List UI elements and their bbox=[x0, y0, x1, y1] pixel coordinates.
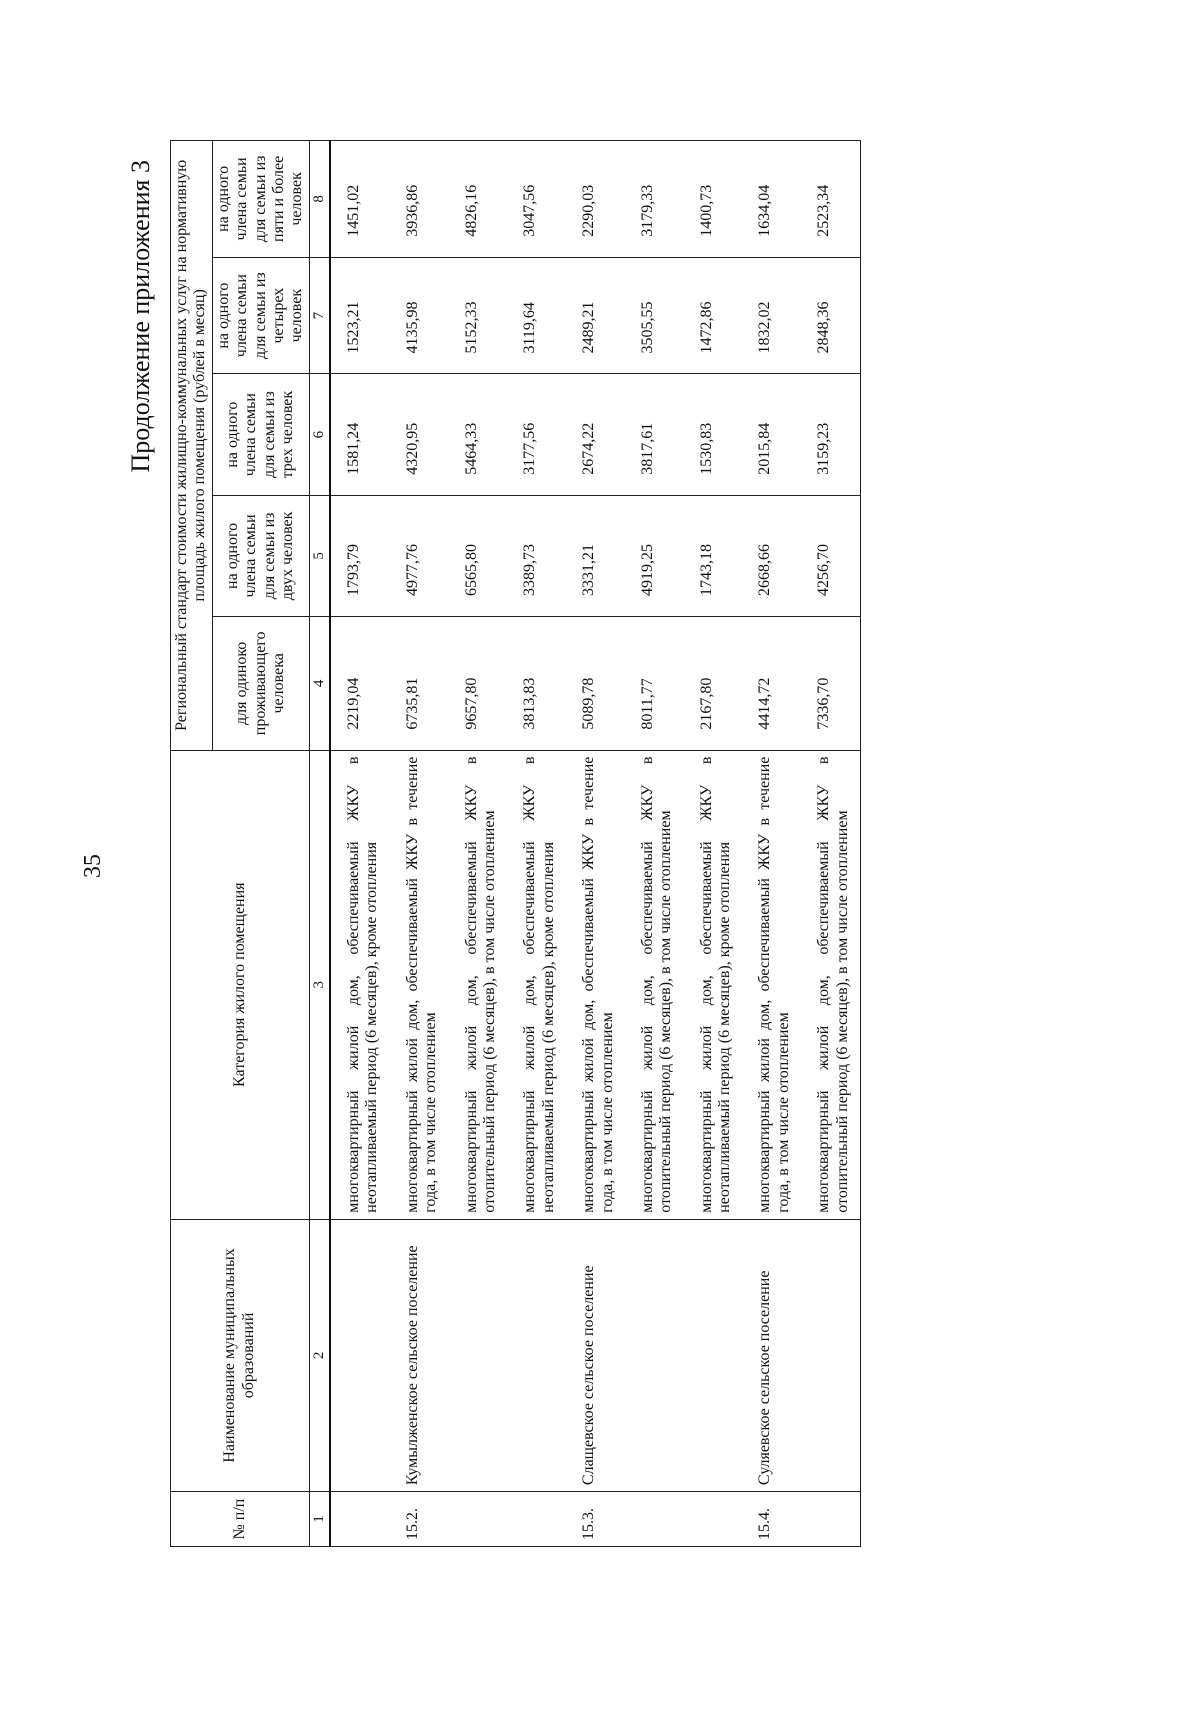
housing-category: многоквартирный жилой дом, обеспечиваемый ЖКУ в течение года, в том числе отоплением bbox=[566, 750, 625, 1219]
value-three-persons: 1581,24 bbox=[330, 374, 390, 495]
value-three-persons: 3159,23 bbox=[801, 374, 860, 495]
value-four-persons: 1832,02 bbox=[742, 257, 801, 374]
column-number: 2 bbox=[309, 1219, 330, 1491]
value-single: 7336,70 bbox=[801, 617, 860, 751]
value-three-persons: 2674,22 bbox=[566, 374, 625, 495]
value-five-plus-persons: 1451,02 bbox=[330, 141, 390, 258]
row-index bbox=[625, 1492, 684, 1547]
municipality-name bbox=[449, 1219, 508, 1491]
table-row bbox=[625, 141, 684, 1547]
housing-category: многоквартирный жилой дом, обеспечиваемый ЖКУ в отопительный период (6 месяцев), в том числе отоплением bbox=[625, 750, 684, 1219]
table-row bbox=[390, 141, 449, 1547]
municipality-name: Слащевское сельское поселение bbox=[566, 1219, 625, 1491]
column-number: 6 bbox=[309, 374, 330, 495]
value-five-plus-persons: 3047,56 bbox=[507, 141, 566, 258]
value-four-persons: 3505,55 bbox=[625, 257, 684, 374]
header-three-persons: на одного члена семьи для семьи из трех человек bbox=[212, 374, 309, 495]
value-five-plus-persons: 2290,03 bbox=[566, 141, 625, 258]
table-row bbox=[801, 141, 860, 1547]
municipality-name: Кумылженское сельское поселение bbox=[390, 1219, 449, 1491]
column-number: 5 bbox=[309, 495, 330, 616]
housing-category: многоквартирный жилой дом, обеспечиваемый ЖКУ в отопительный период (6 месяцев), в том числе отоплением bbox=[801, 750, 860, 1219]
value-two-persons: 2668,66 bbox=[742, 495, 801, 616]
value-two-persons: 3389,73 bbox=[507, 495, 566, 616]
value-three-persons: 1530,83 bbox=[684, 374, 743, 495]
value-single: 2167,80 bbox=[684, 617, 743, 751]
value-two-persons: 4977,76 bbox=[390, 495, 449, 616]
housing-standard-table bbox=[170, 140, 861, 1547]
municipality-name bbox=[507, 1219, 566, 1491]
header-number: № п/п bbox=[171, 1492, 310, 1547]
header-four-persons: на одного члена семьи для семьи из четырех человек bbox=[212, 257, 309, 374]
housing-category: многоквартирный жилой дом, обеспечиваемый ЖКУ в течение года, в том числе отоплением bbox=[390, 750, 449, 1219]
table-body bbox=[330, 141, 861, 1547]
value-five-plus-persons: 1400,73 bbox=[684, 141, 743, 258]
column-number: 8 bbox=[309, 141, 330, 258]
row-index: 15.2. bbox=[390, 1492, 449, 1547]
municipality-name bbox=[625, 1219, 684, 1491]
value-four-persons: 5152,33 bbox=[449, 257, 508, 374]
continuation-heading: Продолжение приложения 3 bbox=[126, 160, 155, 473]
value-single: 9657,80 bbox=[449, 617, 508, 751]
value-two-persons: 4256,70 bbox=[801, 495, 860, 616]
value-single: 4414,72 bbox=[742, 617, 801, 751]
value-single: 3813,83 bbox=[507, 617, 566, 751]
table-row bbox=[449, 141, 508, 1547]
value-four-persons: 4135,98 bbox=[390, 257, 449, 374]
municipality-name bbox=[684, 1219, 743, 1491]
row-index bbox=[330, 1492, 390, 1547]
value-three-persons: 5464,33 bbox=[449, 374, 508, 495]
municipality-name: Суляевское сельское поселение bbox=[742, 1219, 801, 1491]
row-index bbox=[684, 1492, 743, 1547]
table-row bbox=[330, 141, 390, 1547]
value-four-persons: 2489,21 bbox=[566, 257, 625, 374]
value-two-persons: 6565,80 bbox=[449, 495, 508, 616]
value-five-plus-persons: 1634,04 bbox=[742, 141, 801, 258]
value-single: 2219,04 bbox=[330, 617, 390, 751]
page-number: 35 bbox=[80, 854, 106, 878]
column-number: 3 bbox=[309, 750, 330, 1219]
header-single: для одиноко проживающего человека bbox=[212, 617, 309, 751]
value-two-persons: 3331,21 bbox=[566, 495, 625, 616]
table-row bbox=[684, 141, 743, 1547]
table-row bbox=[566, 141, 625, 1547]
header-category: Категория жилого помещения bbox=[171, 750, 310, 1219]
row-index bbox=[801, 1492, 860, 1547]
value-three-persons: 3177,56 bbox=[507, 374, 566, 495]
housing-category: многоквартирный жилой дом, обеспечиваемый ЖКУ в течение года, в том числе отоплением bbox=[742, 750, 801, 1219]
housing-category: многоквартирный жилой дом, обеспечиваемый ЖКУ в неотапливаемый период (6 месяцев), кроме отопления bbox=[330, 750, 390, 1219]
table-row bbox=[507, 141, 566, 1547]
row-index: 15.3. bbox=[566, 1492, 625, 1547]
column-number: 7 bbox=[309, 257, 330, 374]
value-two-persons: 1743,18 bbox=[684, 495, 743, 616]
municipality-name bbox=[330, 1219, 390, 1491]
value-four-persons: 3119,64 bbox=[507, 257, 566, 374]
housing-category: многоквартирный жилой дом, обеспечиваемый ЖКУ в неотапливаемый период (6 месяцев), кроме отопления bbox=[507, 750, 566, 1219]
value-five-plus-persons: 4826,16 bbox=[449, 141, 508, 258]
table-row bbox=[742, 141, 801, 1547]
row-index bbox=[449, 1492, 508, 1547]
value-three-persons: 4320,95 bbox=[390, 374, 449, 495]
header-municipality: Наименование муниципальных образований bbox=[171, 1219, 310, 1491]
housing-category: многоквартирный жилой дом, обеспечиваемый ЖКУ в неотапливаемый период (6 месяцев), кроме отопления bbox=[684, 750, 743, 1219]
value-two-persons: 4919,25 bbox=[625, 495, 684, 616]
header-two-persons: на одного члена семьи для семьи из двух человек bbox=[212, 495, 309, 616]
value-five-plus-persons: 2523,34 bbox=[801, 141, 860, 258]
value-three-persons: 3817,61 bbox=[625, 374, 684, 495]
column-number: 1 bbox=[309, 1492, 330, 1547]
header-five-plus-persons: на одного члена семьи для семьи из пяти и более человек bbox=[212, 141, 309, 258]
value-five-plus-persons: 3179,33 bbox=[625, 141, 684, 258]
housing-category: многоквартирный жилой дом, обеспечиваемый ЖКУ в отопительный период (6 месяцев), в том числе отоплением bbox=[449, 750, 508, 1219]
value-four-persons: 1472,86 bbox=[684, 257, 743, 374]
value-single: 8011,77 bbox=[625, 617, 684, 751]
value-two-persons: 1793,79 bbox=[330, 495, 390, 616]
row-index bbox=[507, 1492, 566, 1547]
row-index: 15.4. bbox=[742, 1492, 801, 1547]
value-single: 6735,81 bbox=[390, 617, 449, 751]
value-three-persons: 2015,84 bbox=[742, 374, 801, 495]
value-four-persons: 1523,21 bbox=[330, 257, 390, 374]
municipality-name bbox=[801, 1219, 860, 1491]
column-number: 4 bbox=[309, 617, 330, 751]
header-regional-standard: Региональный стандарт стоимости жилищно-коммунальных услуг на нормативную площадь жилого помещения (рублей в месяц) bbox=[171, 141, 213, 751]
value-single: 5089,78 bbox=[566, 617, 625, 751]
value-five-plus-persons: 3936,86 bbox=[390, 141, 449, 258]
value-four-persons: 2848,36 bbox=[801, 257, 860, 374]
